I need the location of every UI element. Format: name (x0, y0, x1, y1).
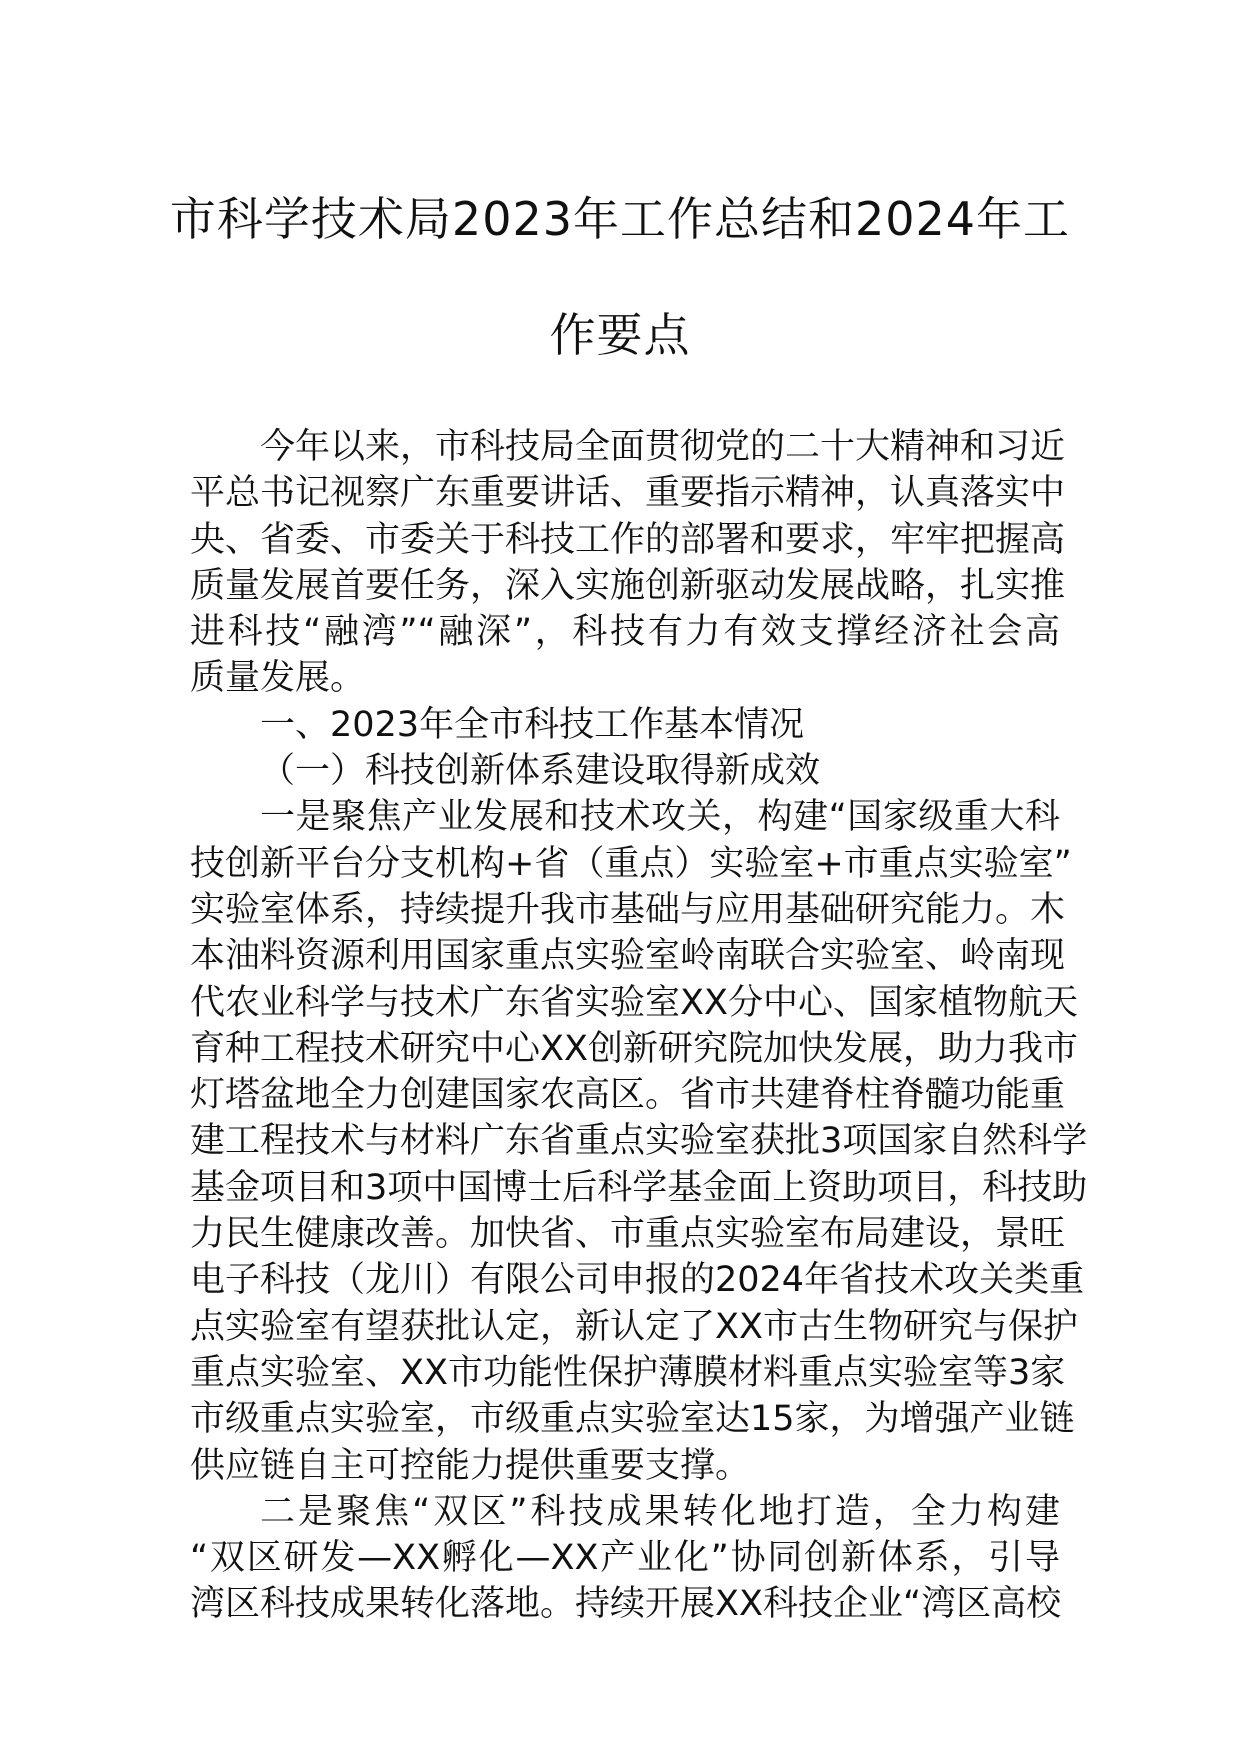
body-line: 代农业科学与技术广东省实验室XX分中心、国家植物航天 (190, 982, 1078, 1023)
body-line: 央、省委、市委关于科技工作的部署和要求，牢牢把握高 (190, 519, 1066, 560)
body-line: 平总书记视察广东重要讲话、重要指示精神，认真落实中 (190, 473, 1066, 514)
body-line: 二是聚焦“双区”科技成果转化地打造，全力构建 (260, 1491, 1060, 1532)
body-line: 市级重点实验室，市级重点实验室达15家，为增强产业链 (190, 1399, 1075, 1440)
body-line: 质量发展。 (190, 658, 366, 699)
body-line: 今年以来，市科技局全面贯彻党的二十大精神和习近 (260, 427, 1066, 467)
body-line: 湾区科技成果转化落地。持续开展XX科技企业“湾区高校 (190, 1584, 1062, 1625)
body-line: 建工程技术与材料广东省重点实验室获批3项国家自然科学 (190, 1121, 1088, 1162)
body-line: 本油料资源利用国家重点实验室岭南联合实验室、岭南现 (190, 936, 1066, 977)
body-line: 重点实验室、XX市功能性保护薄膜材料重点实验室等3家 (190, 1352, 1066, 1393)
body-line: 技创新平台分支机构+省（重点）实验室+市重点实验室” (190, 843, 1072, 884)
section-heading: 一、2023年全市科技工作基本情况 (260, 704, 805, 745)
subsection-heading: （一）科技创新体系建设取得新成效 (260, 751, 821, 792)
body-line: 进科技“融湾”“融深”，科技有力有效支撑经济社会高 (190, 612, 1060, 653)
body-line: “双区研发—XX孵化—XX产业化”协同创新体系，引导 (190, 1538, 1060, 1579)
document-title-line-1: 市科学技术局2023年工作总结和2024年工 (169, 192, 1071, 246)
body-line: 灯塔盆地全力创建国家农高区。省市共建脊柱脊髓功能重 (190, 1075, 1066, 1116)
document-title-line-2: 作要点 (549, 308, 691, 362)
body-line: 实验室体系，持续提升我市基础与应用基础研究能力。木 (190, 889, 1066, 930)
body-line: 电子科技（龙川）有限公司申报的2024年省技术攻关类重 (190, 1260, 1085, 1301)
body-line: 力民生健康改善。加快省、市重点实验室布局建设，景旺 (190, 1214, 1066, 1255)
document-body (190, 424, 1088, 1628)
body-line: 点实验室有望获批认定，新认定了XX市古生物研究与保护 (190, 1306, 1078, 1347)
body-line: 基金项目和3项中国博士后科学基金面上资助项目，科技助 (190, 1167, 1088, 1208)
body-line: 质量发展首要任务，深入实施创新驱动发展战略，扎实推 (190, 565, 1066, 606)
body-line: 育种工程技术研究中心XX创新研究院加快发展，助力我市 (190, 1028, 1078, 1069)
body-line: 一是聚焦产业发展和技术攻关，构建“国家级重大科 (260, 797, 1060, 838)
body-line: 供应链自主可控能力提供重要支撑。 (190, 1445, 751, 1486)
